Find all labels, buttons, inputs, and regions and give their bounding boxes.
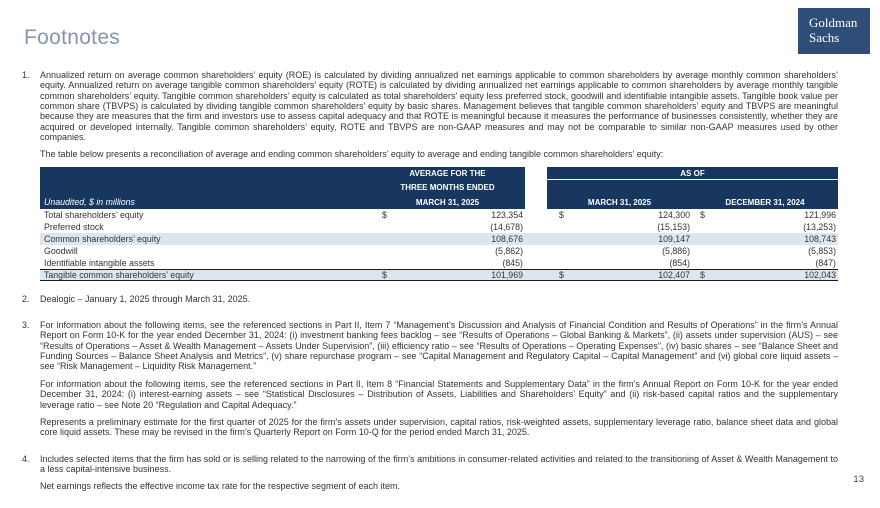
- table-row-goodwill: [40, 245, 838, 257]
- dollar-sign: $: [559, 209, 564, 220]
- cell-value: (847): [815, 257, 836, 268]
- avg-header-line2: THREE MONTHS ENDED: [400, 183, 495, 193]
- table-header-average-column: [370, 167, 525, 209]
- dollar-sign: $: [382, 269, 387, 280]
- cell-value: 124,300: [658, 209, 690, 220]
- logo-line-sachs: Sachs: [809, 30, 840, 45]
- footnote-3-text-1: For information about the following items, see the referenced sections in Part II, Item 7 “Management’s Discussion and Analysis of Financial Condition and Results of Operations” in the firm’s Annual Report on Form 10-K for the year ended December 31, 2024: (i) investment banking fees backlog – see “Results of Operations – Global Banking & Markets”, (ii) assets under supervision (AUS) – see “Results of Operations – Asset & Wealth Management – Assets Under Supervision”, (iii) efficiency ratio – see “Results of Operations – Operating Expenses”, (iv) basic shares – see “Balance Sheet and Funding Sources – Balance Sheet Analysis and Metrics”, (v) share repurchase program – see “Capital Management and Regulatory Capital – Capital Management” and (vi) global core liquid assets – see “Risk Management – Liquidity Risk Management.”: [40, 320, 838, 372]
- page-title: Footnotes: [24, 26, 121, 49]
- cell-value: 102,043: [804, 269, 836, 280]
- footnote-4-text-1: Includes selected items that the firm has sold or is selling related to the narrowing of the firm’s ambitions in consumer-related activities and related to the transitioning of Asset & Wealth Management to a less capital-intensive business.: [40, 453, 838, 474]
- cell-december: [692, 222, 838, 232]
- footnote-1-table-intro: The table below presents a reconciliation of average and ending common shareholders’ equity to average and ending tangible common shareholders’ equity:: [40, 149, 664, 160]
- table-header: [40, 167, 838, 209]
- footnote-4-number: 4.: [22, 453, 30, 464]
- footnote-3-text-3: Represents a preliminary estimate for the first quarter of 2025 for the firm’s assets under supervision, capital ratios, risk-weighted assets, supplementary leverage ratio, balance sheet data and global core liquid assets. These may be revised in the firm’s Quarterly Report on Form 10-Q for the period ended March 31, 2025.: [40, 416, 838, 438]
- table-row-preferred-stock: [40, 221, 838, 233]
- cell-average: [370, 246, 525, 256]
- dollar-sign: $: [559, 269, 564, 280]
- cell-march: [547, 246, 692, 256]
- cell-march: [547, 270, 692, 280]
- asof-december-header: DECEMBER 31, 2024: [725, 197, 805, 207]
- cell-average: [370, 270, 525, 280]
- row-label: Identifiable intangible assets: [44, 257, 155, 268]
- footnote-1: [22, 70, 838, 285]
- cell-december: [692, 270, 838, 280]
- cell-value: 108,676: [491, 233, 523, 244]
- asof-title: AS OF: [547, 167, 838, 180]
- cell-december: [692, 234, 838, 244]
- table-row-identifiable-intangible-assets: [40, 257, 838, 269]
- footnote-1-text: Annualized return on average common shareholders’ equity (ROE) is calculated by dividing annualized net earnings applicable to common shareholders by average monthly common shareholders’ equity. Annualized return on average tangible common shareholders’ equity (ROTE) is calculated by dividing annualized net earnings applicable to common shareholders by average monthly tangible common shareholders’ equity. Tangible common shareholders’ equity is calculated as total shareholders’ equity less preferred stock, goodwill and identifiable intangible assets. Tangible book value per common share (TBVPS) is calculated by dividing tangible common shareholders’ equity by basic shares. Management believes that tangible common shareholders’ equity and TBVPS are meaningful because they are measures that the firm and investors use to assess capital adequacy and that ROTE is meaningful because it measures the performance of businesses consistently, whether they are acquired or developed internally. Tangible common shareholders’ equity, ROTE and TBVPS are non-GAAP measures and may not be comparable to similar non-GAAP measures used by other companies.: [40, 70, 838, 143]
- dollar-sign: $: [382, 209, 387, 220]
- footnote-3-number: 3.: [22, 320, 30, 331]
- cell-december: [692, 246, 838, 256]
- row-label: Goodwill: [44, 245, 78, 256]
- footnote-2-number: 2.: [22, 293, 30, 304]
- footnote-3-body: [40, 320, 838, 444]
- table-header-gap: [525, 167, 547, 209]
- footnote-4-text-2: Net earnings reflects the effective income tax rate for the respective segment of each item.: [40, 481, 401, 492]
- footnote-2-body: [40, 294, 838, 311]
- cell-march: [547, 222, 692, 232]
- table-row-total-shareholders-equity: [40, 209, 838, 221]
- table-row-common-shareholders-equity: [40, 233, 838, 245]
- cell-value: 108,743: [804, 233, 836, 244]
- row-label: Total shareholders’ equity: [44, 209, 144, 220]
- footnote-2-text: Dealogic – January 1, 2025 through March 31, 2025.: [40, 293, 251, 304]
- cell-value: 123,354: [491, 209, 523, 220]
- dollar-sign: $: [700, 209, 705, 220]
- row-label: Tangible common shareholders’ equity: [44, 269, 194, 280]
- cell-value: (845): [502, 257, 523, 268]
- cell-value: 109,147: [658, 233, 690, 244]
- cell-value: (14,678): [490, 221, 523, 232]
- cell-value: (5,886): [662, 245, 690, 256]
- cell-value: (13,253): [803, 221, 836, 232]
- cell-value: (854): [669, 257, 690, 268]
- footnote-3: [22, 320, 838, 444]
- table-header-label-cell: [40, 167, 370, 209]
- avg-header-line1: AVERAGE FOR THE: [409, 168, 486, 178]
- cell-december: [692, 210, 838, 220]
- cell-value: 121,996: [804, 209, 836, 220]
- cell-value: 101,969: [491, 269, 523, 280]
- cell-march: [547, 210, 692, 220]
- cell-average: [370, 210, 525, 220]
- logo-line-goldman: Goldman: [809, 15, 858, 31]
- asof-date-headers: [547, 180, 838, 209]
- row-label: Preferred stock: [44, 221, 104, 232]
- avg-header-line3: MARCH 31, 2025: [415, 197, 480, 207]
- goldman-sachs-logo: [798, 8, 870, 54]
- cell-value: 102,407: [658, 269, 690, 280]
- cell-march: [547, 258, 692, 268]
- cell-average: [370, 222, 525, 232]
- cell-value: (15,153): [657, 221, 690, 232]
- footnote-4: [22, 454, 838, 499]
- table-header-asof-group: [547, 167, 838, 209]
- dollar-sign: $: [700, 269, 705, 280]
- unaudited-label: Unaudited, $ in millions: [44, 196, 135, 207]
- footnote-1-body: [40, 70, 838, 285]
- row-label: Common shareholders’ equity: [44, 233, 161, 244]
- equity-reconciliation-table: [40, 167, 838, 281]
- cell-december: [692, 258, 838, 268]
- footnote-1-number: 1.: [22, 70, 30, 80]
- asof-march-header: MARCH 31, 2025: [587, 197, 652, 207]
- footnotes-content: [22, 70, 838, 508]
- page-number: 13: [853, 474, 864, 485]
- cell-average: [370, 234, 525, 244]
- cell-value: (5,853): [808, 245, 836, 256]
- footnote-4-body: [40, 454, 838, 499]
- footnote-3-text-2: For information about the following items, see the referenced sections in Part II, Item 8 “Financial Statements and Supplementary Data” in the firm’s Annual Report on Form 10-K for the year ended December 31, 2024: (i) interest-earning assets – see “Statistical Disclosures – Distribution of Assets, Liabilities and Shareholders’ Equity” and (ii) risk-based capital ratios and the supplementary leverage ratio – see Note 20 “Regulation and Capital Adequacy.”: [40, 378, 838, 410]
- cell-value: (5,862): [495, 245, 523, 256]
- cell-average: [370, 258, 525, 268]
- footnote-2: [22, 294, 838, 311]
- cell-march: [547, 234, 692, 244]
- table-row-tangible-common-shareholders-equity: [40, 269, 838, 281]
